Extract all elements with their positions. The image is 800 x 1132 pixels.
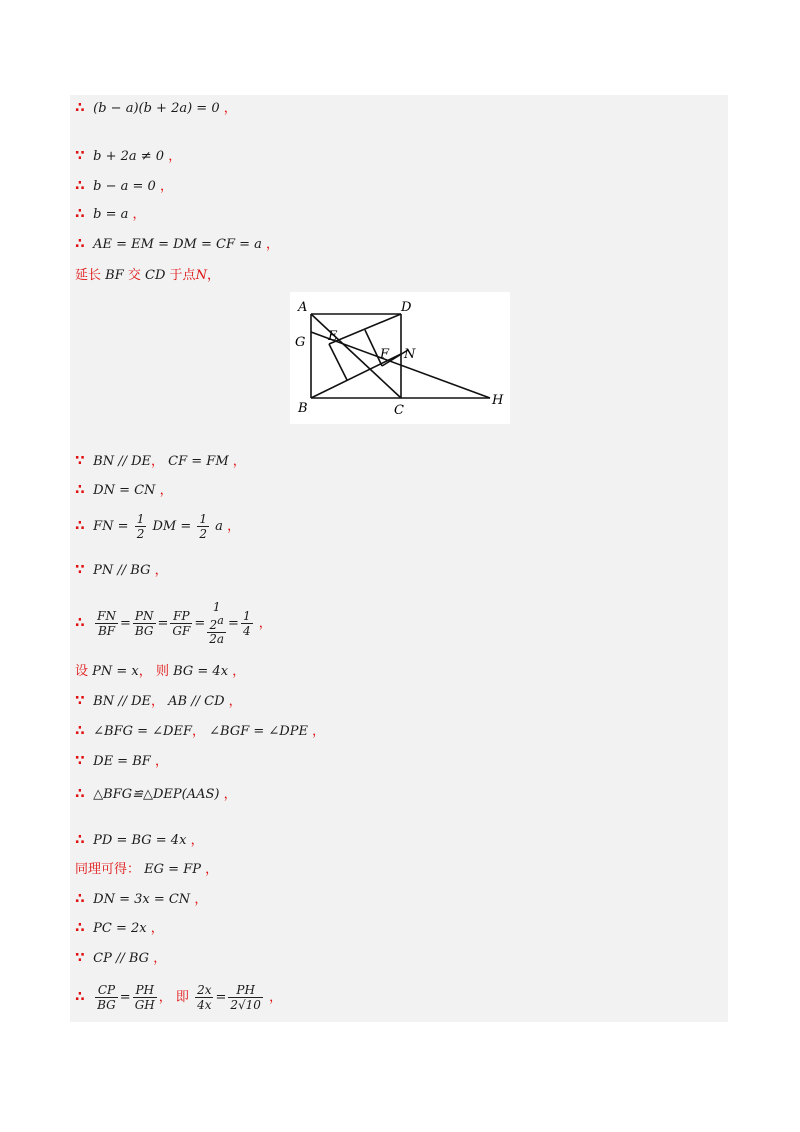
numerator: PH: [133, 983, 157, 998]
fraction: [95, 983, 118, 1012]
fraction: [170, 609, 192, 638]
fraction-top: 1: [212, 600, 221, 614]
comma: ，: [191, 724, 205, 739]
text: 延长: [75, 268, 102, 283]
comma: ，: [227, 519, 241, 534]
line-14: [75, 720, 325, 742]
denominator: BF: [97, 624, 116, 638]
comma: ，: [232, 664, 246, 679]
numerator: 1: [242, 609, 251, 623]
equation: BN // DE: [93, 454, 152, 469]
comma: ，: [154, 754, 168, 769]
denominator: 2√10: [230, 998, 261, 1012]
text: 即: [175, 990, 189, 1005]
equation: ∠BGF = ∠DPE: [209, 724, 308, 739]
comma: ，: [194, 892, 208, 907]
comma: ，: [206, 268, 220, 283]
denominator: GF: [172, 624, 191, 638]
comma: ，: [266, 237, 280, 252]
segment-label: BF: [105, 268, 124, 283]
segment-EM: [329, 344, 347, 380]
comma: ，: [258, 616, 272, 631]
equation: b + 2a ≠ 0: [93, 149, 165, 164]
point-label: N: [195, 268, 207, 283]
line-18: [75, 859, 218, 881]
numerator: 1: [199, 512, 208, 526]
equation: BN // DE: [93, 694, 152, 709]
line-11: [75, 595, 272, 651]
segment-DE: [329, 314, 401, 344]
fraction: [133, 609, 156, 638]
denominator: BG: [97, 998, 116, 1012]
line-5: [75, 233, 279, 255]
equation: ∠BFG = ∠DEF: [93, 724, 192, 739]
denominator: 4: [242, 624, 251, 638]
denominator: 4x: [197, 998, 212, 1012]
comma: ，: [138, 664, 152, 679]
point-label-C: C: [394, 403, 404, 418]
text: 同理可得：: [75, 862, 141, 877]
comma: ，: [312, 724, 326, 739]
point-label-H: H: [492, 393, 504, 408]
comma: ，: [190, 833, 204, 848]
text: 交: [127, 268, 141, 283]
fraction: [241, 609, 253, 638]
fraction: [197, 512, 209, 541]
equation: DM =: [152, 519, 192, 534]
equation: PD = BG = 4x: [93, 833, 187, 848]
text: 则: [155, 664, 169, 679]
nested-fraction: [207, 601, 226, 646]
comma: ，: [153, 951, 167, 966]
geometry-diagram: [290, 292, 510, 424]
equation: FN =: [93, 519, 129, 534]
therefore-symbol: ∴: [75, 482, 85, 498]
comma: ，: [232, 454, 246, 469]
equation: CF = FM: [168, 454, 229, 469]
segment-label: CD: [145, 268, 166, 283]
equation: EG = FP: [144, 862, 201, 877]
point-label-D: D: [401, 300, 412, 315]
because-symbol: ∵: [75, 753, 85, 769]
comma: ，: [223, 101, 237, 116]
denominator: 2: [199, 527, 208, 541]
therefore-symbol: ∴: [75, 518, 85, 534]
line-17: [75, 829, 204, 851]
fraction: [133, 983, 157, 1012]
therefore-symbol: ∴: [75, 178, 85, 194]
equals-sign: =: [157, 616, 169, 631]
fraction: [228, 983, 263, 1012]
point-label-N: N: [404, 347, 416, 362]
equation: DN = 3x = CN: [93, 892, 191, 907]
equation: AE = EM = DM = CF = a: [93, 237, 262, 252]
equals-sign: =: [119, 990, 131, 1005]
comma: ，: [228, 694, 242, 709]
point-label-A: A: [298, 300, 308, 315]
comma: ，: [150, 921, 164, 936]
line-20: [75, 917, 164, 939]
therefore-symbol: ∴: [75, 723, 85, 739]
line-2: [75, 145, 181, 167]
line-22: [75, 979, 282, 1015]
point-label-F: F: [380, 347, 390, 362]
equation: DE = BF: [93, 754, 151, 769]
denominator: 2a: [209, 632, 225, 646]
because-symbol: ∵: [75, 693, 85, 709]
equation: a: [215, 519, 223, 534]
comma: ，: [154, 563, 168, 578]
line-12: [75, 661, 245, 683]
equation: DN = CN: [93, 483, 156, 498]
numerator: 1: [136, 512, 145, 526]
comma: ，: [151, 694, 165, 709]
denominator: BG: [134, 624, 154, 638]
line-9: [75, 509, 240, 543]
comma: ，: [159, 483, 173, 498]
numerator: PN: [133, 609, 156, 624]
line-3: [75, 175, 173, 197]
equation: PN // BG: [93, 563, 151, 578]
comma: ，: [132, 207, 146, 222]
numerator: PH: [228, 983, 263, 998]
numerator-part: a: [217, 614, 224, 627]
therefore-symbol: ∴: [75, 615, 85, 631]
line-4: [75, 203, 146, 225]
comma: ，: [159, 179, 173, 194]
line-10: [75, 559, 168, 581]
comma: ，: [205, 862, 219, 877]
point-label-B: B: [298, 401, 308, 416]
because-symbol: ∵: [75, 562, 85, 578]
therefore-symbol: ∴: [75, 891, 85, 907]
equation: AB // CD: [168, 694, 225, 709]
denominator: 2: [136, 527, 145, 541]
equals-sign: =: [119, 616, 131, 631]
equation: b − a = 0: [93, 179, 156, 194]
line-21: [75, 947, 166, 969]
text: 设: [75, 664, 89, 679]
line-16: [75, 783, 237, 805]
comma: ，: [168, 149, 182, 164]
comma: ，: [151, 454, 165, 469]
comma: ，: [158, 990, 172, 1005]
numerator: FP: [170, 609, 192, 624]
numerator: 2x: [197, 983, 212, 997]
therefore-symbol: ∴: [75, 206, 85, 222]
denominator: GH: [134, 998, 155, 1012]
numerator-part: 2: [209, 618, 218, 632]
line-1: [75, 97, 237, 119]
because-symbol: ∵: [75, 148, 85, 164]
therefore-symbol: ∴: [75, 236, 85, 252]
line-19: [75, 888, 207, 910]
numerator: CP: [95, 983, 118, 998]
equation: b = a: [93, 207, 129, 222]
therefore-symbol: ∴: [75, 100, 85, 116]
geometry-figure: [290, 292, 510, 424]
line-8: [75, 479, 173, 501]
text: 于点: [169, 268, 196, 283]
equation: CP // BG: [93, 951, 150, 966]
line-15: [75, 750, 168, 772]
therefore-symbol: ∴: [75, 786, 85, 802]
equation: BG = 4x: [173, 664, 229, 679]
because-symbol: ∵: [75, 950, 85, 966]
equals-sign: =: [194, 616, 206, 631]
solution-panel: [70, 95, 728, 1022]
equals-sign: =: [215, 990, 227, 1005]
therefore-symbol: ∴: [75, 920, 85, 936]
equation: PC = 2x: [93, 921, 147, 936]
fraction: [135, 512, 147, 541]
therefore-symbol: ∴: [75, 832, 85, 848]
fraction: [95, 609, 118, 638]
line-13: [75, 690, 242, 712]
numerator: [207, 614, 226, 633]
line-7: [75, 450, 246, 472]
therefore-symbol: ∴: [75, 989, 85, 1005]
point-label-G: G: [295, 335, 306, 350]
numerator: FN: [97, 609, 116, 623]
line-6: [75, 265, 220, 287]
equals-sign: =: [228, 616, 239, 631]
point-label-E: E: [328, 329, 338, 344]
comma: ，: [223, 787, 237, 802]
congruence-statement: △BFG≌△DEP(AAS): [93, 787, 220, 802]
equation: PN = x: [92, 664, 139, 679]
comma: ，: [269, 990, 283, 1005]
equation: (b − a)(b + 2a) = 0: [93, 101, 220, 116]
because-symbol: ∵: [75, 453, 85, 469]
fraction: [195, 983, 213, 1012]
